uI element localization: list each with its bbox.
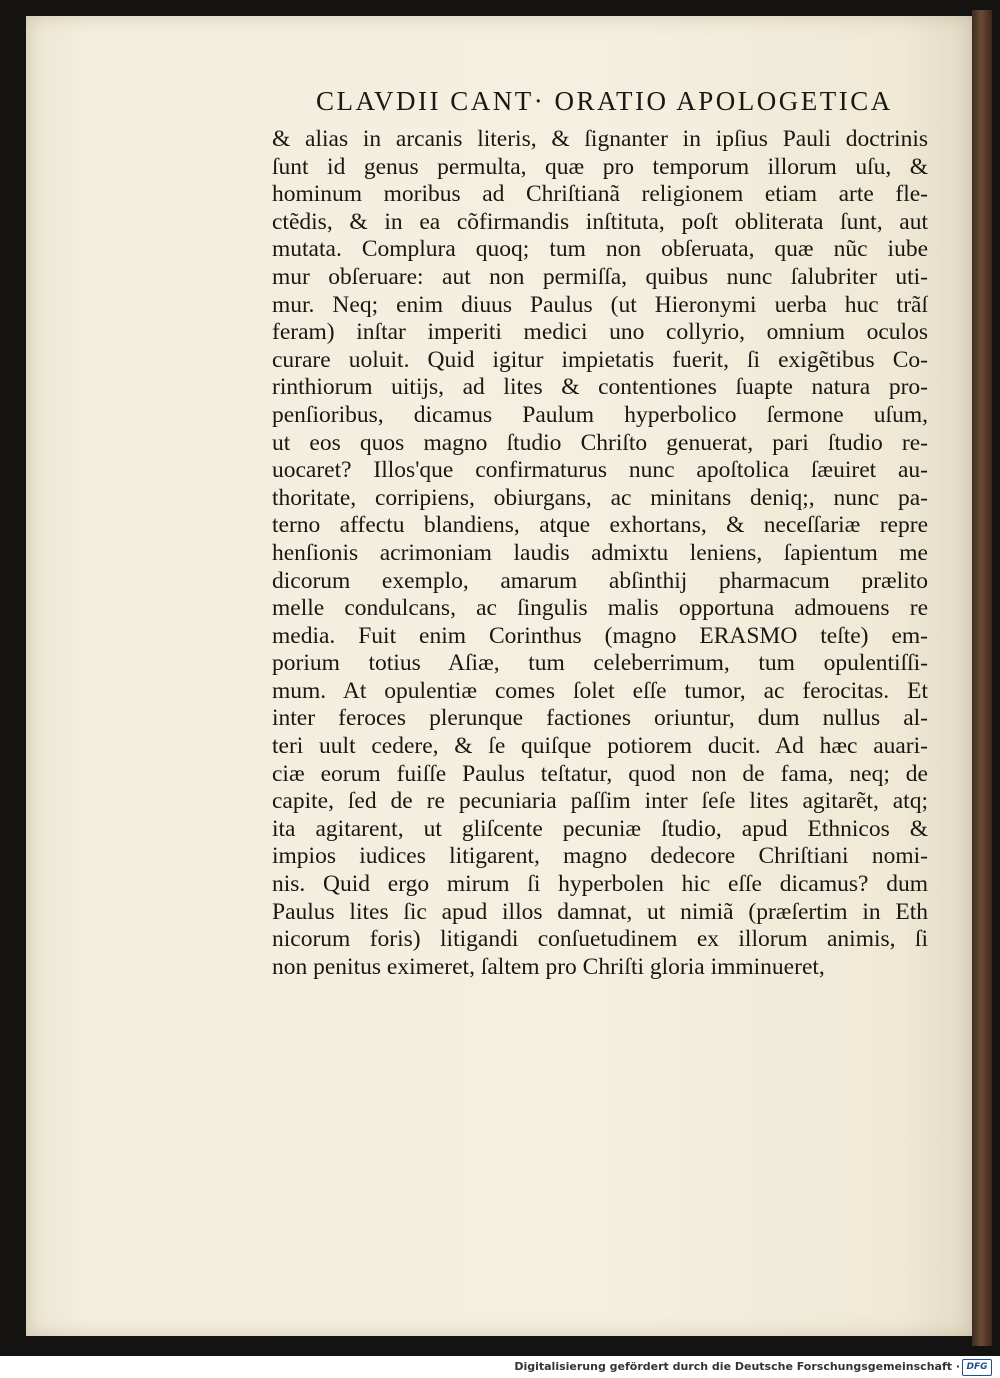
text-line: Paulus lites ſic apud illos damnat, ut nimiã (præſertim in Eth — [272, 898, 928, 925]
text-line: mutata. Complura quoq; tum non obſeruata, quæ nũc iube — [272, 236, 928, 263]
text-line: henſionis acrimoniam laudis admixtu leniens, ſapientum me — [272, 539, 928, 566]
text-line: terno affectu blandiens, atque exhortans, & neceſſariæ repre — [272, 512, 928, 539]
text-line: thoritate, corripiens, obiurgans, ac minitans deniq;, nunc pa- — [272, 484, 928, 511]
text-line: nis. Quid ergo mirum ſi hyperbolen hic eſſe dicamus? dum — [272, 871, 928, 898]
text-line: & alias in arcanis literis, & ſignanter in ipſius Pauli doctrinis — [272, 126, 928, 152]
text-line: rinthiorum uitijs, ad lites & contentiones ſuapte natura pro- — [272, 374, 928, 401]
text-line: penſioribus, dicamus Paulum hyperbolico ſermone uſum, — [272, 401, 928, 428]
text-line: ctẽdis, & in ea cõfirmandis inſtituta, poſt obliterata ſunt, aut — [272, 208, 928, 235]
text-line: feram) inſtar imperiti medici uno collyrio, omnium oculos — [272, 319, 928, 346]
text-line: melle condulcans, ac ſingulis malis opportuna admouens re — [272, 595, 928, 622]
text-line: inter feroces plerunque factiones oriuntur, dum nullus al- — [272, 705, 928, 732]
text-line: ita agitarent, ut gliſcente pecuniæ ſtudio, apud Ethnicos & — [272, 815, 928, 842]
text-line: impios iudices litigarent, magno dedecore Chriſtiani nomi- — [272, 843, 928, 870]
text-line: uocaret? Illos'que confirmaturus nunc apoſtolica ſæuiret au- — [272, 457, 928, 484]
running-head: CLAVDII CANT· ORATIO APOLOGETICA — [316, 86, 893, 116]
body-text — [272, 126, 928, 981]
book-edge — [972, 10, 992, 1346]
funding-notice: Digitalisierung gefördert durch die Deutsche Forschungsgemeinschaft · — [514, 1360, 960, 1373]
text-line: dicorum exemplo, amarum abſinthij pharmacum prælito — [272, 567, 928, 594]
text-line: non penitus eximeret, ſaltem pro Chriſti gloria imminueret, — [272, 953, 825, 980]
text-line: nicorum foris) litigandi conſuetudinem ex illorum animis, ſi — [272, 926, 928, 953]
dfg-logo-icon: DFG — [962, 1359, 992, 1376]
text-line: media. Fuit enim Corinthus (magno ERASMO teſte) em- — [272, 622, 928, 649]
text-line: ſunt id genus permulta, quæ pro temporum illorum uſu, & — [272, 153, 928, 180]
text-line: mum. At opulentiæ comes ſolet eſſe tumor, ac ferocitas. Et — [272, 677, 928, 704]
text-line: ciæ eorum fuiſſe Paulus teſtatur, quod non de fama, neq; de — [272, 760, 928, 787]
text-line: porium totius Aſiæ, tum celeberrimum, tum opulentiſſi- — [272, 650, 928, 677]
text-line: teri uult cedere, & ſe quiſque potiorem ducit. Ad hæc auari- — [272, 733, 928, 760]
text-line: hominum moribus ad Chriſtianã religionem etiam arte fle- — [272, 181, 928, 208]
text-line: mur obſeruare: aut non permiſſa, quibus nunc ſalubriter uti- — [272, 263, 928, 290]
text-line: capite, ſed de re pecuniaria paſſim inter ſeſe lites agitarẽt, atq; — [272, 788, 928, 815]
text-line: curare uoluit. Quid igitur impietatis fuerit, ſi exigẽtibus Co- — [272, 346, 928, 373]
text-line: mur. Neq; enim diuus Paulus (ut Hieronymi uerba huc trãſ — [272, 291, 928, 318]
text-line: ut eos quos magno ſtudio Chriſto genuerat, pari ſtudio re- — [272, 429, 928, 456]
